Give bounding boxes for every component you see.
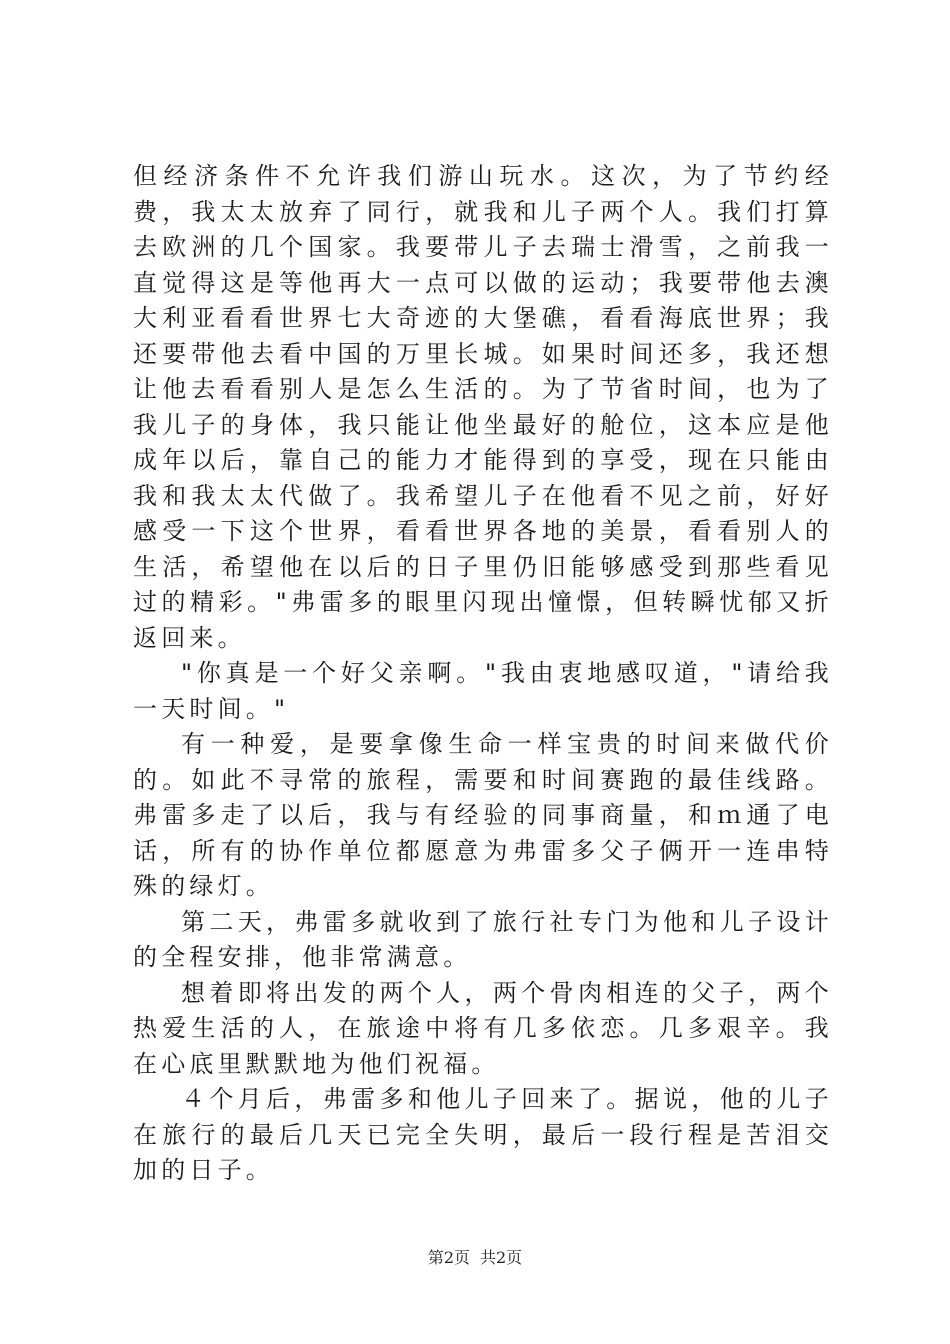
paragraph-1: 但经济条件不允许我们游山玩水。这次，为了节约经费，我太太放弃了同行，就我和儿子两个人。我们打算去欧洲的几个国家。我要带儿子去瑞士滑雪，之前我一直觉得这是等他再大一点可以做的运动；我要带他去澳大利亚看看世界七大奇迹的大堡礁，看看海底世界；我还要带他去看中国的万里长城。如果时间还多，我还想让他去看看别人是怎么生活的。为了节省时间，也为了我儿子的身体，我只能让他坐最好的舱位，这本应是他成年以后，靠自己的能力才能得到的享受，现在只能由我和我太太代做了。我希望儿子在他看不见之前，好好感受一下这个世界，看看世界各地的美景，看看别人的生活，希望他在以后的日子里仍旧能够感受到那些看见过的精彩。"弗雷多的眼里闪现出憧憬，但转瞬忧郁又折返回来。: [133, 162, 833, 652]
paragraph-6: ４个月后，弗雷多和他儿子回来了。据说，他的儿子在旅行的最后几天已完全失明，最后一段行程是苦泪交加的日子。: [133, 1085, 833, 1184]
paragraph-3: 有一种爱，是要拿像生命一样宝贵的时间来做代价的。如此不寻常的旅程，需要和时间赛跑的最佳线路。弗雷多走了以后，我与有经验的同事商量，和ｍ通了电话，所有的协作单位都愿意为弗雷多父子俩开一连串特殊的绿灯。: [133, 730, 833, 900]
paragraph-2: "你真是一个好父亲啊。"我由衷地感叹道，"请给我一天时间。": [133, 659, 833, 723]
paragraph-5: 想着即将出发的两个人，两个骨肉相连的父子，两个热爱生活的人，在旅途中将有几多依恋。几多艰辛。我在心底里默默地为他们祝福。: [133, 978, 833, 1078]
paragraph-4: 第二天，弗雷多就收到了旅行社专门为他和儿子设计的全程安排，他非常满意。: [133, 907, 833, 971]
page-total: 共2页: [480, 1248, 523, 1267]
document-body: [133, 159, 833, 1189]
page-number: 第2页: [427, 1248, 470, 1267]
page-footer: [0, 1245, 950, 1268]
